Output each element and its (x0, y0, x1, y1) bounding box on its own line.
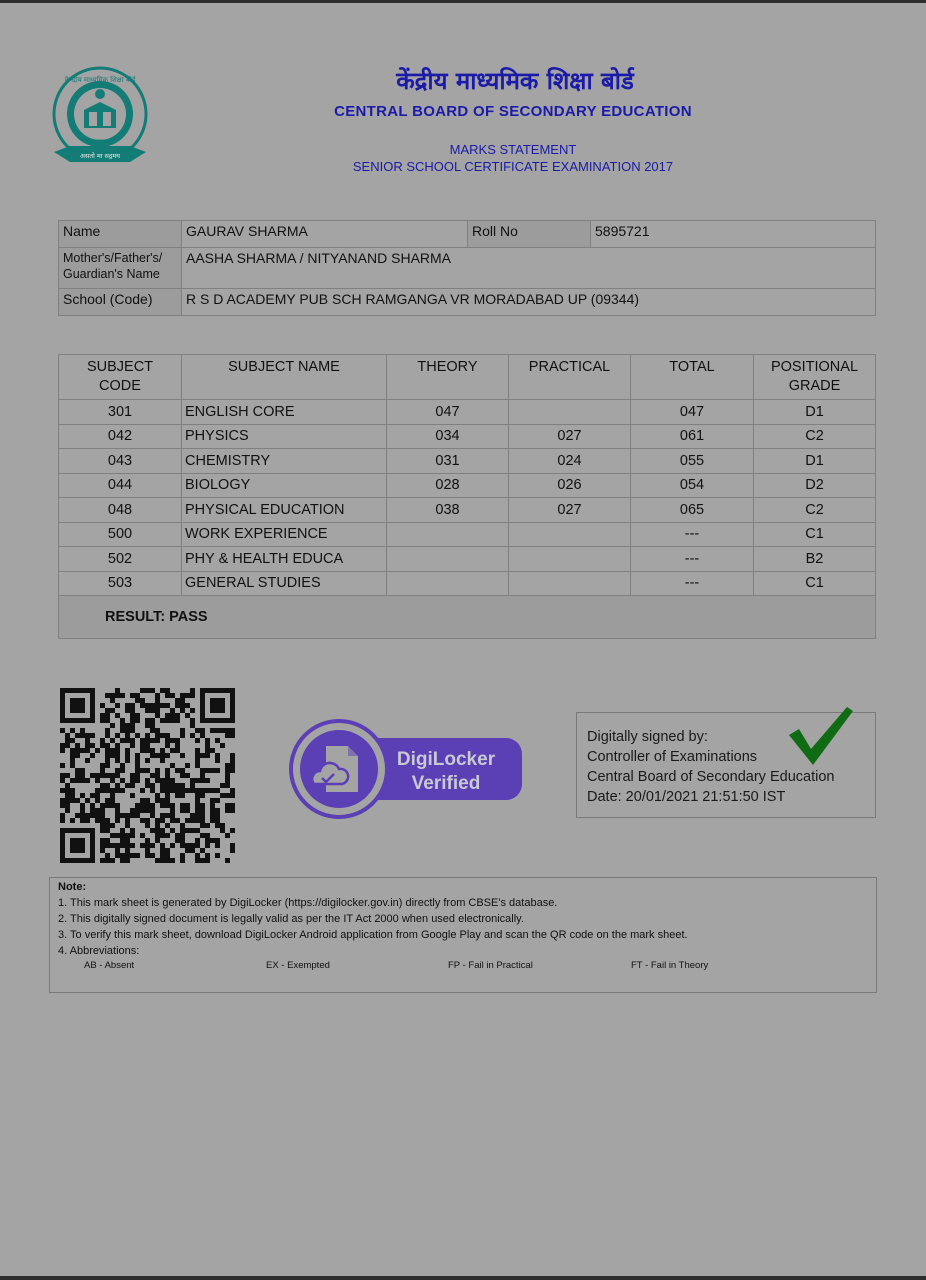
table-row (59, 547, 876, 572)
subject-name: CHEMISTRY (182, 449, 387, 474)
exam-name: SENIOR SCHOOL CERTIFICATE EXAMINATION 2017 (352, 159, 674, 174)
subject-code: 301 (59, 400, 182, 425)
header-theory: THEORY (387, 355, 509, 400)
subject-code: 503 (59, 571, 182, 596)
table-row (59, 473, 876, 498)
board-title-hindi: केंद्रीय माध्यमिक शिक्षा बोर्ड (396, 67, 634, 95)
qr-finder-pattern (60, 688, 95, 723)
practical-marks: 027 (509, 424, 631, 449)
theory-marks: 038 (387, 498, 509, 523)
practical-marks: 027 (509, 498, 631, 523)
notes-heading: Note: (58, 881, 87, 893)
practical-marks: 024 (509, 449, 631, 474)
note-item: 2. This digitally signed document is legally valid as per the IT Act 2000 when used electronically. (58, 913, 524, 925)
total-marks: 061 (631, 424, 754, 449)
board-title-english: CENTRAL BOARD OF SECONDARY EDUCATION (334, 103, 692, 120)
qr-modules (60, 688, 235, 863)
roll-no: 5895721 (591, 221, 876, 248)
subject-name: PHYSICAL EDUCATION (182, 498, 387, 523)
total-marks: --- (631, 571, 754, 596)
subject-name: PHYSICS (182, 424, 387, 449)
subject-name: ENGLISH CORE (182, 400, 387, 425)
subject-code: 500 (59, 522, 182, 547)
grade: C2 (754, 498, 876, 523)
top-frame-edge (0, 0, 926, 3)
practical-marks (509, 571, 631, 596)
practical-marks (509, 400, 631, 425)
theory-marks: 031 (387, 449, 509, 474)
digilocker-verified-badge (288, 718, 524, 820)
table-row (59, 522, 876, 547)
abbreviation-exempted: EX - Exempted (266, 960, 330, 971)
abbreviation-fail-theory: FT - Fail in Theory (631, 960, 709, 971)
parents-label-line2: Guardian's Name (63, 267, 160, 281)
theory-marks (387, 547, 509, 572)
practical-marks: 026 (509, 473, 631, 498)
roll-no-label: Roll No (468, 221, 591, 248)
subject-name: GENERAL STUDIES (182, 571, 387, 596)
abbreviation-absent: AB - Absent (84, 960, 135, 971)
total-marks: --- (631, 522, 754, 547)
header-subject-code: SUBJECT CODE (59, 355, 182, 400)
header-positional-grade: POSITIONAL GRADE (754, 355, 876, 400)
subject-code: 502 (59, 547, 182, 572)
grade: D1 (754, 449, 876, 474)
theory-marks (387, 571, 509, 596)
subject-code: 044 (59, 473, 182, 498)
grade: D2 (754, 473, 876, 498)
grade: B2 (754, 547, 876, 572)
badge-text-verified: Verified (411, 773, 481, 794)
parents-label-line1: Mother's/Father's/ (63, 251, 163, 265)
subject-code: 042 (59, 424, 182, 449)
digital-signature-box (576, 712, 876, 818)
qr-finder-pattern (60, 828, 95, 863)
logo-ring-text: केन्द्रीय माध्यमिक शिक्षा बोर्ड (64, 76, 136, 84)
qr-code (60, 688, 235, 863)
theory-marks (387, 522, 509, 547)
total-marks: 054 (631, 473, 754, 498)
grade: C1 (754, 522, 876, 547)
signer-title: Controller of Examinations (587, 749, 758, 765)
table-row (59, 424, 876, 449)
subject-name: WORK EXPERIENCE (182, 522, 387, 547)
subject-name: PHY & HEALTH EDUCA (182, 547, 387, 572)
badge-text-digilocker: DigiLocker (396, 749, 496, 770)
school-name: R S D ACADEMY PUB SCH RAMGANGA VR MORADABAD UP (09344) (182, 289, 876, 316)
checkmark-icon (785, 705, 855, 767)
table-row (59, 400, 876, 425)
abbreviation-fail-practical: FP - Fail in Practical (448, 960, 533, 971)
total-marks: 055 (631, 449, 754, 474)
theory-marks: 034 (387, 424, 509, 449)
parents-label (59, 248, 182, 289)
note-item: 1. This mark sheet is generated by DigiLocker (https://digilocker.gov.in) directly from CBSE's database. (58, 897, 558, 909)
total-marks: 065 (631, 498, 754, 523)
student-info-table (58, 220, 876, 316)
notes-section (49, 877, 877, 993)
qr-finder-pattern (200, 688, 235, 723)
bottom-frame-edge (0, 1276, 926, 1280)
grade: D1 (754, 400, 876, 425)
signed-by-label: Digitally signed by: (587, 729, 708, 745)
cbse-logo (50, 66, 150, 178)
note-item: 4. Abbreviations: (58, 945, 140, 957)
header-total: TOTAL (631, 355, 754, 400)
header-practical: PRACTICAL (509, 355, 631, 400)
theory-marks: 028 (387, 473, 509, 498)
header-subject-name: SUBJECT NAME (182, 355, 387, 400)
theory-marks: 047 (387, 400, 509, 425)
table-row (59, 449, 876, 474)
student-name: GAURAV SHARMA (182, 221, 468, 248)
result-status: RESULT: PASS (59, 596, 876, 639)
total-marks: --- (631, 547, 754, 572)
practical-marks (509, 547, 631, 572)
subject-code: 043 (59, 449, 182, 474)
table-row (59, 498, 876, 523)
document-type: MARKS STATEMENT (449, 142, 577, 157)
signer-organization: Central Board of Secondary Education (587, 769, 835, 785)
practical-marks (509, 522, 631, 547)
table-row (59, 571, 876, 596)
parents-name: AASHA SHARMA / NITYANAND SHARMA (182, 248, 876, 289)
grade: C2 (754, 424, 876, 449)
note-item: 3. To verify this mark sheet, download DigiLocker Android application from Google Play and scan the QR code on the mark sheet. (58, 929, 688, 941)
name-label: Name (59, 221, 182, 248)
grade: C1 (754, 571, 876, 596)
logo-motto-text: असतो मा सद्गमय (80, 152, 120, 160)
signature-date: Date: 20/01/2021 21:51:50 IST (587, 789, 786, 805)
subject-code: 048 (59, 498, 182, 523)
subject-name: BIOLOGY (182, 473, 387, 498)
marks-table (58, 354, 876, 639)
total-marks: 047 (631, 400, 754, 425)
school-label: School (Code) (59, 289, 182, 316)
logo-country-text: भारत (93, 138, 107, 146)
